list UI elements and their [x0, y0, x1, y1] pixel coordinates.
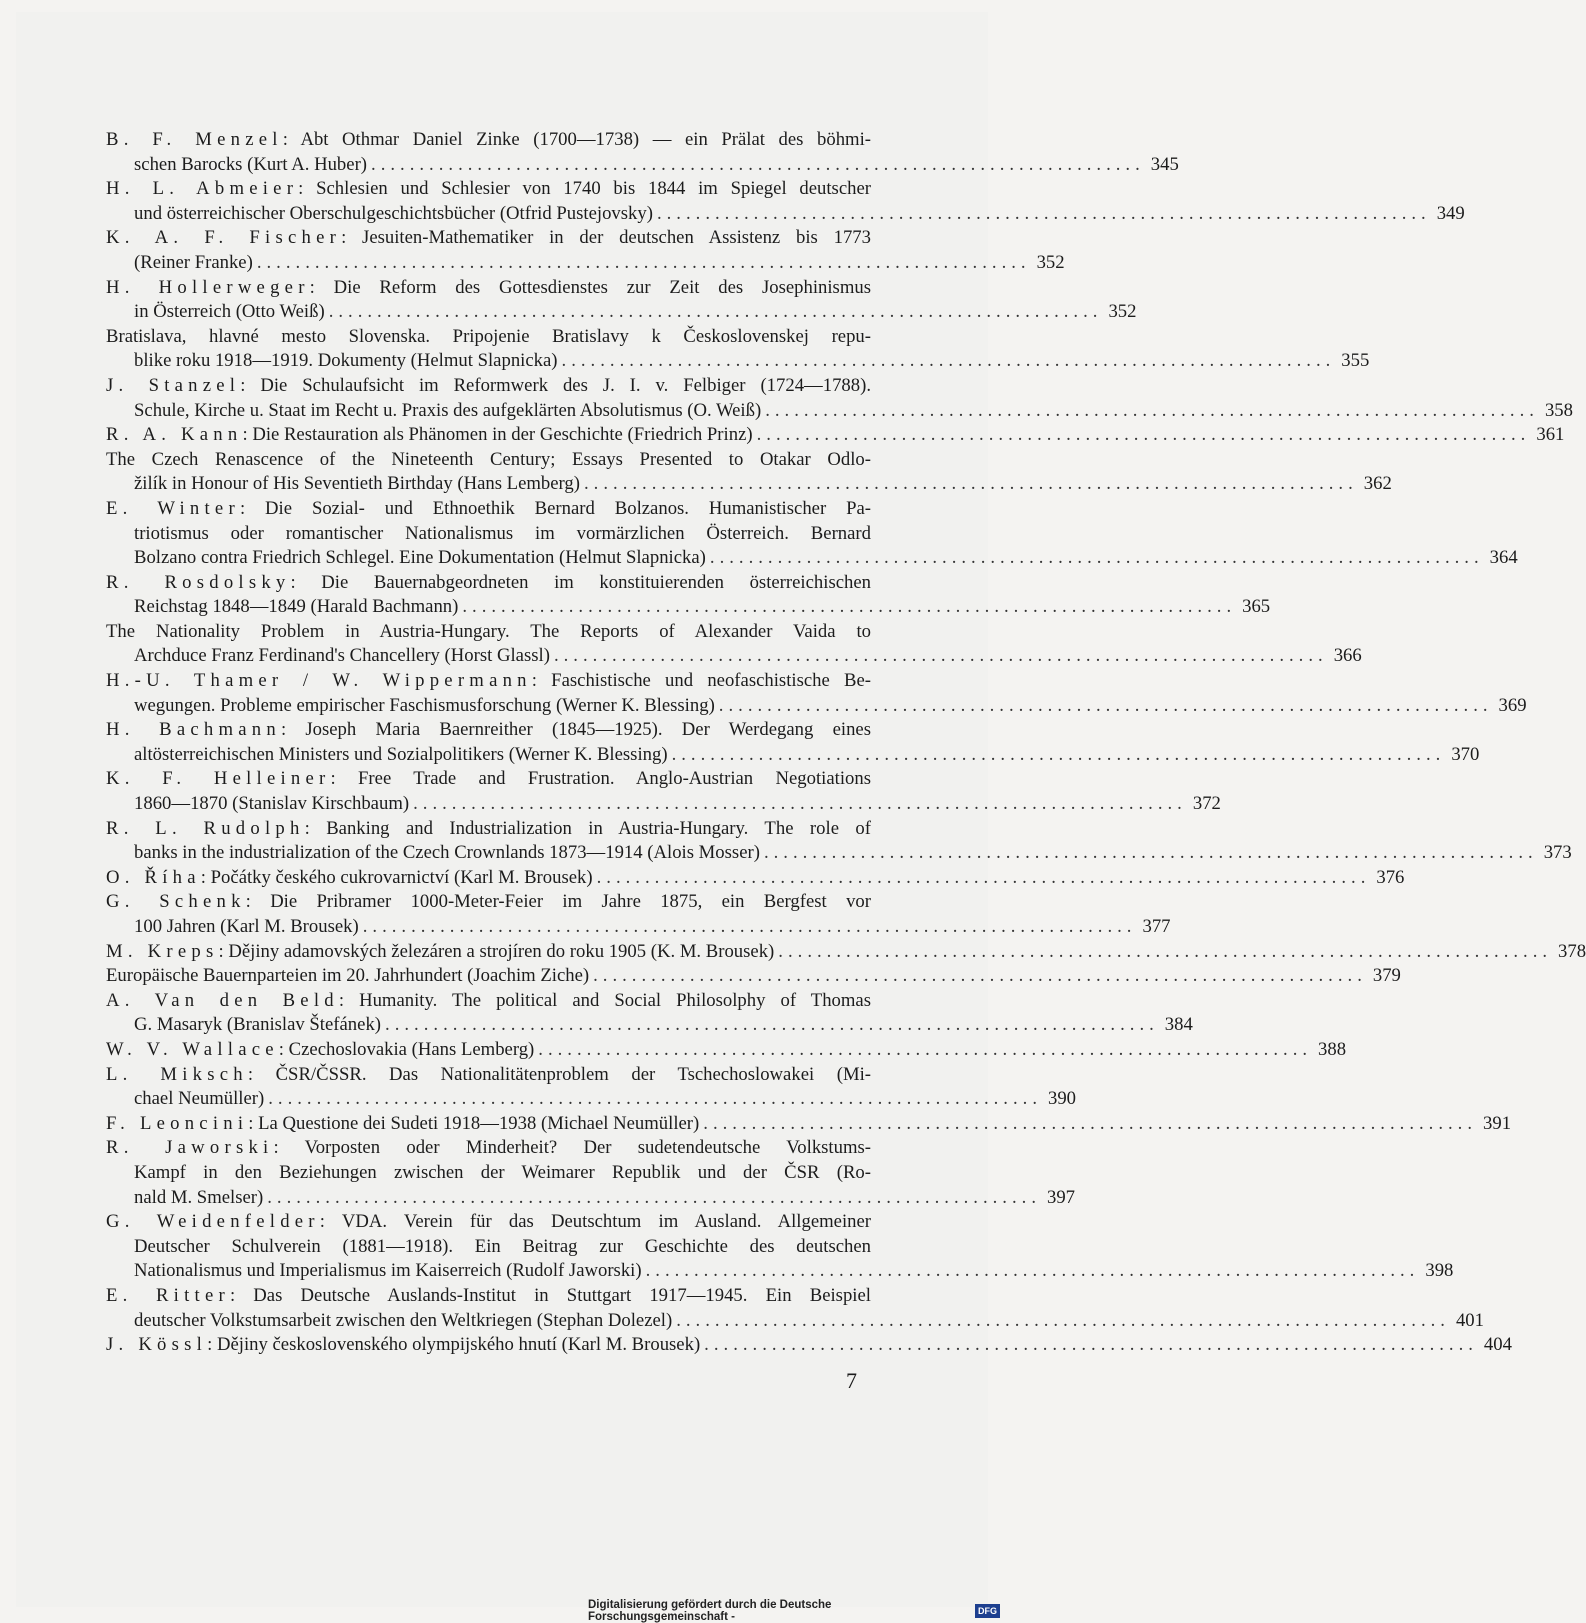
- entry-line: [106, 1333, 1512, 1358]
- page-ref: 352: [1108, 301, 1137, 323]
- dot-leader: ................................................................................: [704, 1334, 1478, 1356]
- reviewed-author: O. Říha: [106, 866, 201, 888]
- dot-leader: ................................................................................: [593, 965, 1367, 987]
- page-ref: 377: [1142, 916, 1171, 937]
- dot-leader: ................................................................................: [778, 940, 1553, 962]
- entry-line: [106, 546, 1518, 571]
- page-ref: 391: [1483, 1112, 1512, 1134]
- review-entry: [106, 620, 1362, 669]
- entry-text: : Jesuiten-Mathematiker in der deutschen Assistenz bis 1773: [341, 227, 871, 249]
- dot-leader: ................................................................................: [703, 1112, 1478, 1134]
- entry-text: Nationalismus und Imperialismus im Kaiserreich (Rudolf Jaworski): [134, 1260, 642, 1282]
- entry-text: G. Masaryk (Branislav Štefánek): [134, 1014, 382, 1036]
- dot-leader: ................................................................................: [413, 793, 1187, 815]
- review-entry: [106, 374, 1573, 423]
- review-entry: [106, 226, 1065, 275]
- entry-line: [106, 964, 1401, 989]
- reviewed-author: L. Miksch: [106, 1063, 248, 1085]
- page-ref: 388: [1318, 1038, 1347, 1060]
- dot-leader: ................................................................................: [718, 694, 1493, 716]
- entry-line: [106, 718, 871, 743]
- reviewed-author: J. Stanzel: [106, 374, 241, 396]
- entry-line: [106, 866, 1405, 891]
- reviewed-author: G. Schenk: [106, 891, 246, 913]
- page-ref: 370: [1451, 743, 1480, 765]
- entry-text: : Počátky českého cukrovarnictví (Karl M. Brousek): [200, 866, 593, 888]
- entry-text: : Die Schulaufsicht im Reformwerk des J. I. v. Felbiger (1724—1788).: [240, 374, 872, 396]
- entry-line: [106, 448, 871, 473]
- dot-leader: ................................................................................: [671, 743, 1446, 765]
- entry-line: [106, 522, 871, 547]
- entry-text: : VDA. Verein für das Deutschtum im Ausland. Allgemeiner: [319, 1211, 871, 1233]
- review-entry: [106, 1038, 1347, 1063]
- entry-text: : Die Bauernabgeordneten im konstituierenden österreichischen: [290, 571, 871, 593]
- dot-leader: ................................................................................: [371, 153, 1145, 175]
- entry-line: [106, 989, 871, 1014]
- page-ref: 397: [1046, 1186, 1076, 1208]
- entry-text: 1860—1870 (Stanislav Kirschbaum): [134, 793, 410, 815]
- reviewed-author: F. Leoncini: [106, 1112, 249, 1134]
- entry-line: [106, 1063, 871, 1088]
- review-entry: [106, 325, 1370, 374]
- reviewed-author: R. Jaworski: [106, 1137, 274, 1159]
- entry-line: [106, 743, 1480, 768]
- entry-line: [106, 276, 871, 301]
- entry-text: : La Questione dei Sudeti 1918—1938 (Michael Neumüller): [248, 1112, 700, 1134]
- review-entry: [106, 1210, 1454, 1284]
- page-ref: 345: [1150, 153, 1179, 175]
- entry-text: : Dějiny adamovských železáren a strojíren do roku 1905 (K. M. Brousek): [218, 940, 775, 962]
- reviewed-author: B. F. Menzel: [106, 129, 283, 150]
- entry-line: [106, 300, 1137, 325]
- entry-text: : Banking and Industrialization in Austria-Hungary. The role of: [304, 817, 871, 839]
- entry-line: [106, 1087, 1077, 1112]
- entry-text: : Vorposten oder Minderheit? Der sudetendeutsche Volkstums-: [273, 1137, 871, 1159]
- dot-leader: ................................................................................: [268, 1088, 1042, 1110]
- entry-line: [106, 890, 871, 915]
- entry-line: [106, 940, 1586, 965]
- scanned-page: [16, 12, 1586, 1607]
- review-entry: [106, 989, 1193, 1038]
- entry-line: [106, 1259, 1454, 1284]
- page-ref: 379: [1372, 965, 1401, 987]
- entry-line: [106, 694, 1527, 719]
- reviewed-author: R. L. Rudolph: [106, 817, 305, 839]
- review-entry: [106, 128, 1179, 177]
- page-ref: 398: [1425, 1260, 1454, 1282]
- dot-leader: ................................................................................: [656, 202, 1431, 224]
- entry-text: : Humanity. The political and Social Philosolphy of Thomas: [338, 989, 871, 1011]
- dot-leader: ................................................................................: [328, 301, 1103, 323]
- page-ref: 349: [1436, 202, 1465, 224]
- entry-text: The Nationality Problem in Austria-Hungary. The Reports of Alexander Vaida to: [106, 620, 871, 642]
- page-ref: 369: [1498, 694, 1527, 716]
- dot-leader: ................................................................................: [765, 399, 1539, 421]
- page-ref: 384: [1164, 1014, 1193, 1036]
- entry-line: [106, 374, 871, 399]
- page-ref: 401: [1455, 1309, 1484, 1331]
- entry-text: Schule, Kirche u. Staat im Recht u. Praxis des aufgeklärten Absolutismus (O. Weiß): [134, 399, 762, 421]
- reviewed-author: H.-U. Thamer / W. Wippermann: [106, 670, 532, 692]
- entry-line: [106, 595, 1271, 620]
- dot-leader: ................................................................................: [596, 866, 1371, 888]
- entry-line: [106, 817, 871, 842]
- entry-text: žilík in Honour of His Seventieth Birthday (Hans Lemberg): [134, 473, 580, 495]
- review-entry: [106, 1284, 1484, 1333]
- entry-text: : Die Reform des Gottesdienstes zur Zeit des Josephinismus: [309, 276, 871, 298]
- page-ref: 372: [1192, 793, 1221, 815]
- review-entry: [106, 423, 1565, 448]
- entry-text: : ČSR/ČSSR. Das Nationalitätenproblem der Tschechoslowakei (Mi-: [247, 1063, 871, 1085]
- entry-line: [106, 128, 871, 153]
- entry-text: nald M. Smelser): [134, 1186, 264, 1208]
- reviewed-author: H. Hollerweger: [106, 276, 310, 298]
- reviewed-author: A. Van den Beld: [106, 989, 339, 1011]
- entry-text: schen Barocks (Kurt A. Huber): [134, 153, 368, 175]
- entry-text: : Dějiny československého olympijského hnutí (Karl M. Brousek): [207, 1334, 701, 1356]
- entry-text: : Free Trade and Frustration. Anglo-Austrian Negotiations: [330, 768, 872, 790]
- dot-leader: ................................................................................: [256, 251, 1031, 273]
- reviewed-author: G. Weidenfelder: [106, 1211, 320, 1233]
- page-ref: 373: [1543, 842, 1572, 864]
- review-entry: [106, 448, 1392, 497]
- page-ref: 390: [1047, 1088, 1077, 1110]
- reviewed-author: E. Winter: [106, 497, 240, 519]
- entry-line: [106, 472, 1392, 497]
- entry-line: [106, 915, 1171, 940]
- entry-line: [106, 841, 1572, 866]
- entry-line: [106, 202, 1465, 227]
- entry-text: The Czech Renascence of the Nineteenth Century; Essays Presented to Otakar Odlo-: [106, 448, 871, 470]
- entry-line: [106, 325, 871, 350]
- reviewed-author: J. Kössl: [106, 1334, 208, 1356]
- page-ref: 366: [1333, 645, 1362, 667]
- reviewed-author: H. L. Abmeier: [106, 178, 299, 200]
- dot-leader: ................................................................................: [584, 473, 1358, 495]
- review-entry: [106, 1333, 1512, 1358]
- credit-text: Digitalisierung gefördert durch die Deutsche Forschungsgemeinschaft -: [588, 1599, 832, 1623]
- dot-leader: ................................................................................: [561, 350, 1336, 372]
- reviewed-author: K. A. F. Fischer: [106, 227, 342, 249]
- review-index: [106, 128, 1586, 1358]
- dot-leader: ................................................................................: [267, 1186, 1041, 1208]
- entry-text: : Schlesien und Schlesier von 1740 bis 1844 im Spiegel deutscher: [298, 178, 871, 200]
- entry-text: Bolzano contra Friedrich Schlegel. Eine Dokumentation (Helmut Slapnicka): [134, 547, 706, 569]
- entry-line: [106, 767, 871, 792]
- entry-line: [106, 1186, 1076, 1211]
- entry-text: Archduce Franz Ferdinand's Chancellery (Horst Glassl): [134, 645, 550, 667]
- entry-text: : Faschistische und neofaschistische Be-: [531, 670, 871, 692]
- dot-leader: ................................................................................: [756, 424, 1531, 446]
- review-entry: [106, 1063, 1077, 1112]
- review-entry: [106, 669, 1527, 718]
- review-entry: [106, 1112, 1512, 1137]
- entry-line: [106, 1112, 1512, 1137]
- entry-text: Deutscher Schulverein (1881—1918). Ein Beitrag zur Geschichte des deutschen: [134, 1235, 871, 1257]
- entry-text: : Czechoslovakia (Hans Lemberg): [278, 1038, 535, 1060]
- dot-leader: ................................................................................: [385, 1014, 1159, 1036]
- page-ref: 364: [1489, 547, 1518, 569]
- dot-leader: ................................................................................: [676, 1309, 1450, 1331]
- entry-line: [106, 571, 871, 596]
- entry-line: [106, 1038, 1347, 1063]
- entry-text: 100 Jahren (Karl M. Brousek): [134, 916, 359, 937]
- reviewed-author: W. V. Wallace: [106, 1038, 279, 1060]
- dot-leader: ................................................................................: [553, 645, 1328, 667]
- entry-text: : Abt Othmar Daniel Zinke (1700—1738) — ein Prälat des böhmi-: [282, 129, 871, 150]
- page-ref: 365: [1242, 596, 1271, 618]
- review-entry: [106, 866, 1405, 891]
- entry-line: [106, 226, 871, 251]
- entry-text: Bratislava, hlavné mesto Slovenska. Pripojenie Bratislavy k Československej repu-: [106, 325, 871, 347]
- entry-text: : Joseph Maria Baernreither (1845—1925). Der Werdegang eines: [280, 719, 871, 741]
- entry-text: Reichstag 1848—1849 (Harald Bachmann): [134, 596, 459, 618]
- entry-text: : Die Restauration als Phänomen in der Geschichte (Friedrich Prinz): [242, 424, 753, 446]
- entry-line: [106, 1284, 871, 1309]
- entry-line: [106, 1013, 1193, 1038]
- dot-leader: ................................................................................: [362, 916, 1137, 937]
- entry-line: [106, 1210, 871, 1235]
- entry-line: [106, 423, 1565, 448]
- review-entry: [106, 497, 1518, 571]
- entry-text: altösterreichischen Ministers und Sozialpolitikers (Werner K. Blessing): [134, 743, 668, 765]
- entry-line: [106, 669, 871, 694]
- entry-text: : Das Deutsche Auslands-Institut in Stuttgart 1917—1945. Ein Beispiel: [229, 1284, 871, 1306]
- review-entry: [106, 890, 1171, 939]
- review-entry: [106, 718, 1480, 767]
- entry-line: [106, 792, 1221, 817]
- page-ref: 362: [1363, 473, 1392, 495]
- review-entry: [106, 276, 1137, 325]
- entry-line: [106, 1235, 871, 1260]
- entry-line: [106, 153, 1179, 178]
- review-entry: [106, 1136, 1076, 1210]
- entry-line: [106, 251, 1065, 276]
- dot-leader: ................................................................................: [462, 596, 1237, 618]
- page-number: 7: [846, 1368, 857, 1393]
- entry-line: [106, 644, 1362, 669]
- review-entry: [106, 940, 1586, 965]
- review-entry: [106, 571, 1271, 620]
- entry-text: triotismus oder romantischer Nationalismus im vormärzlichen Österreich. Bernard: [134, 522, 871, 544]
- entry-text: (Reiner Franke): [134, 251, 253, 273]
- review-entry: [106, 767, 1221, 816]
- reviewed-author: R. Rosdolsky: [106, 571, 291, 593]
- review-entry: [106, 817, 1572, 866]
- entry-line: [106, 497, 871, 522]
- entry-text: banks in the industrialization of the Czech Crownlands 1873—1914 (Alois Mosser): [134, 842, 760, 864]
- entry-text: und österreichischer Oberschulgeschichtsbücher (Otfrid Pustejovsky): [134, 202, 653, 224]
- entry-line: [106, 177, 871, 202]
- entry-line: [106, 1161, 871, 1186]
- page-ref: 358: [1544, 399, 1573, 421]
- page-ref: 361: [1536, 424, 1565, 446]
- reviewed-author: H. Bachmann: [106, 719, 281, 741]
- dot-leader: ................................................................................: [645, 1260, 1420, 1282]
- entry-text: : Die Pribramer 1000-Meter-Feier im Jahre 1875, ein Bergfest vor: [245, 891, 871, 913]
- reviewed-author: R. A. Kann: [106, 424, 243, 446]
- page-ref: 355: [1341, 350, 1370, 372]
- page-ref: 378: [1558, 940, 1586, 962]
- dot-leader: ................................................................................: [538, 1038, 1313, 1060]
- dot-leader: ................................................................................: [763, 842, 1538, 864]
- entry-text: wegungen. Probleme empirischer Faschismusforschung (Werner K. Blessing): [134, 694, 715, 716]
- page-ref: 404: [1483, 1334, 1512, 1356]
- reviewed-author: K. F. Helleiner: [106, 768, 331, 790]
- entry-text: blike roku 1918—1919. Dokumenty (Helmut Slapnicka): [134, 350, 558, 372]
- dfg-logo: DFG: [975, 1604, 1000, 1618]
- entry-text: Europäische Bauernparteien im 20. Jahrhundert (Joachim Ziche): [106, 965, 590, 987]
- entry-line: [106, 349, 1370, 374]
- page-ref: 352: [1036, 251, 1065, 273]
- entry-line: [106, 399, 1573, 424]
- entry-text: deutscher Volkstumsarbeit zwischen den Weltkriegen (Stephan Dolezel): [134, 1309, 673, 1331]
- entry-text: in Österreich (Otto Weiß): [134, 301, 325, 323]
- dot-leader: ................................................................................: [709, 547, 1484, 569]
- reviewed-author: E. Ritter: [106, 1284, 230, 1306]
- entry-line: [106, 1309, 1484, 1334]
- page-ref: 376: [1376, 866, 1405, 888]
- review-entry: [106, 964, 1401, 989]
- entry-line: [106, 620, 871, 645]
- entry-text: : Die Sozial- und Ethnoethik Bernard Bolzanos. Humanistischer Pa-: [239, 497, 872, 519]
- entry-text: chael Neumüller): [134, 1088, 265, 1110]
- entry-line: [106, 1136, 871, 1161]
- digitization-credit: [588, 1599, 1000, 1623]
- entry-text: Kampf in den Beziehungen zwischen der Weimarer Republik und der ČSR (Ro-: [134, 1161, 871, 1183]
- reviewed-author: M. Kreps: [106, 940, 219, 962]
- review-entry: [106, 177, 1465, 226]
